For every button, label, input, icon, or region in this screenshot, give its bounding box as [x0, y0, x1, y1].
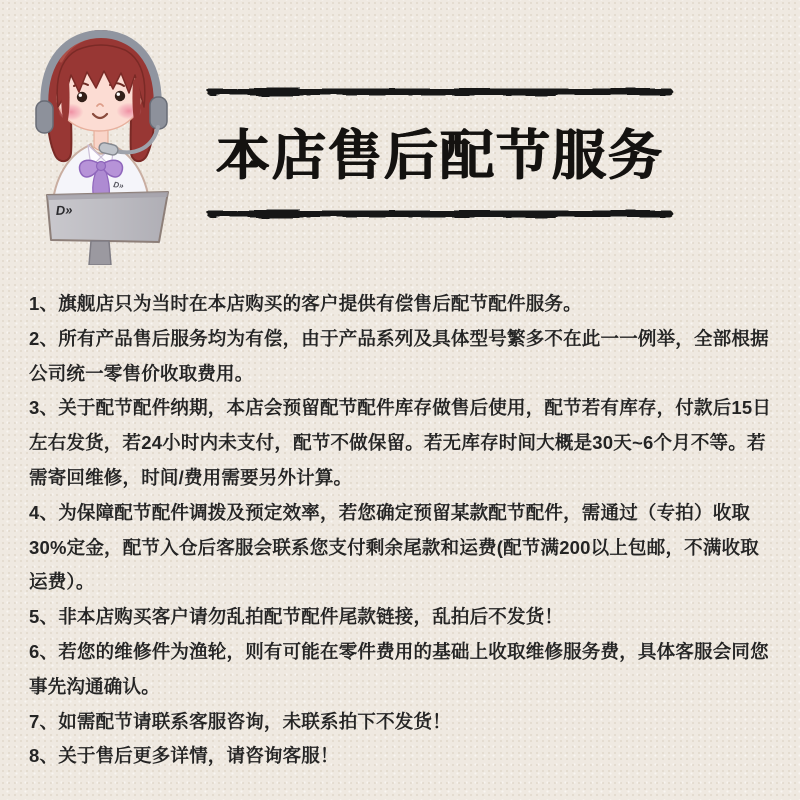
- monitor-stand: [89, 241, 111, 265]
- term-item-1: 1、旗舰店只为当时在本店购买的客户提供有偿售后配节配件服务。: [29, 293, 582, 314]
- term-item-5: 5、非本店购买客户请勿乱拍配节配件尾款链接，乱拍后不发货！: [29, 606, 564, 628]
- eye-left: [77, 92, 87, 102]
- term-item-2: 2、所有产品售后服务均为有偿，由于产品系列及具体型号繁多不在此一一例举，全部根据公司统一零售价收取费用。: [29, 327, 769, 384]
- customer-service-girl-illustration: [25, 15, 200, 265]
- header: [203, 86, 677, 220]
- term-item-8: 8、关于售后更多详情，请咨询客服！: [29, 745, 339, 767]
- monitor-brand-logo: D»: [55, 202, 73, 218]
- page-title: 本店售后配节服务: [216, 126, 664, 186]
- term-item-3: 3、关于配节配件纳期，本店会预留配节配件库存做售后使用，配节若有库存，付款后15日左右发货，若24小时内未支付，配节不做保留。若无库存时间大概是30天~6个月不等。若需寄回维修，时间/费用需要另外计算。: [29, 397, 772, 488]
- term-item-7: 7、如需配节请联系客服咨询，未联系拍下不发货！: [29, 710, 451, 732]
- title-divider-bottom: [203, 208, 677, 220]
- eye-left-highlight: [79, 94, 82, 97]
- headset-earcup-right: [150, 97, 167, 129]
- term-item-4: 4、为保障配节配件调拨及预定效率，若您确定预留某款配节配件，需通过（专拍）收取30%定金，配节入仓后客服会联系您支付剩余尾款和运费(配节满200以上包邮，不满收取运费）。: [29, 501, 759, 593]
- shirt-brand-logo: D»: [112, 180, 125, 191]
- term-item-6: 6、若您的维修件为渔轮，则有可能在零件费用的基础上收取维修服务费，具体客服会同您事先沟通确认。: [29, 640, 769, 697]
- bow-knot: [97, 162, 106, 171]
- eye-right-highlight: [117, 93, 120, 96]
- eye-right: [115, 91, 125, 101]
- headset-earcup-left: [36, 101, 53, 133]
- service-terms-list: [29, 287, 775, 774]
- title-divider-top: [203, 86, 677, 98]
